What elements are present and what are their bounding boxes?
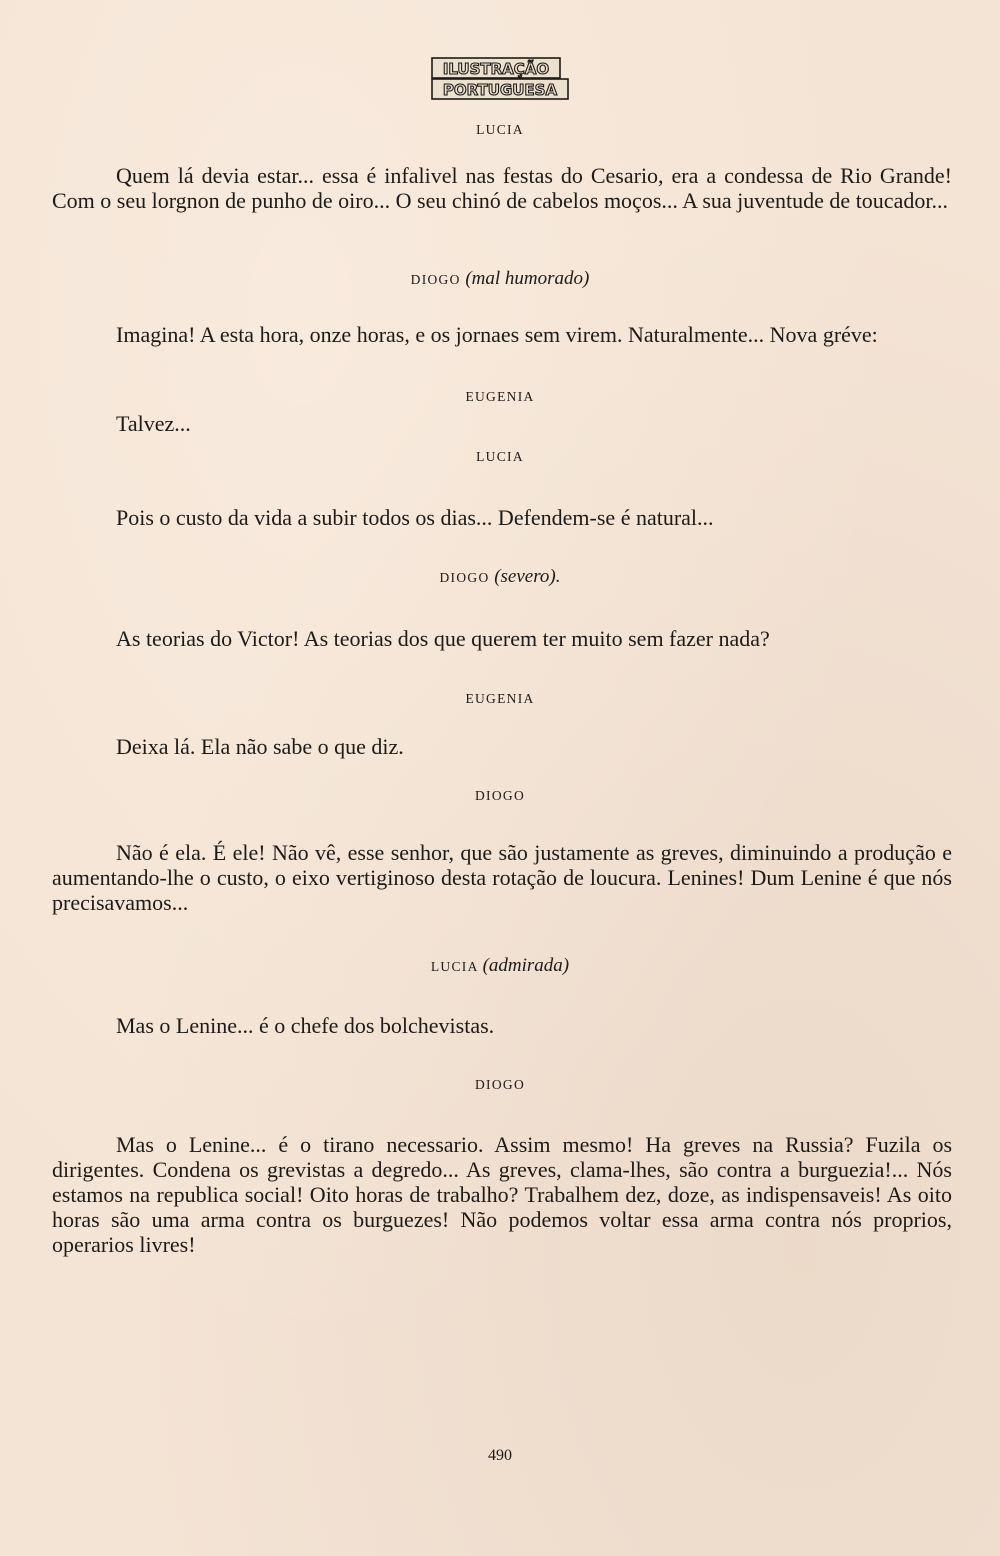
logo-line1: ILUSTRAÇÃO	[442, 60, 550, 78]
speaker-label	[0, 566, 1000, 588]
speaker-name: DIOGO	[410, 272, 461, 287]
magazine-logo-graphic	[430, 55, 570, 103]
speaker-label	[0, 122, 1000, 138]
speech-text: Deixa lá. Ela não sabe o que diz.	[116, 734, 404, 759]
speech-paragraph	[52, 840, 952, 915]
speaker-name: DIOGO	[475, 1077, 525, 1092]
speaker-name: EUGENIA	[465, 389, 535, 404]
stage-direction: (admirada)	[482, 955, 570, 976]
speaker-label	[0, 268, 1000, 290]
logo-line2: PORTUGUESA	[442, 81, 558, 99]
speech-text: Pois o custo da vida a subir todos os dias... Defendem-se é natural...	[116, 505, 714, 530]
stage-direction: (severo).	[494, 566, 561, 587]
speaker-label	[0, 955, 1000, 977]
speaker-label	[0, 1077, 1000, 1093]
speech-text: Mas o Lenine... é o tirano necessario. Assim mesmo! Ha greves na Russia? Fuzila os dirigentes. Condena os grevistas a degredo... As greves, clama-lhes, são contra a burguezia!... Nós estamos na republica social! Oito horas de trabalho? Trabalhem dez, doze, as indispensaveis! As oito horas são uma arma contra os burguezes! Não podemos voltar essa arma contra nós proprios, operarios livres!	[52, 1132, 952, 1257]
speaker-name: DIOGO	[439, 570, 490, 585]
stage-direction: (mal humorado)	[465, 268, 590, 289]
speaker-label	[0, 691, 1000, 707]
speech-paragraph	[52, 626, 952, 651]
speech-text: Imagina! A esta hora, onze horas, e os jornaes sem virem. Naturalmente... Nova gréve:	[116, 322, 878, 347]
speaker-name: DIOGO	[475, 788, 525, 803]
speaker-name: EUGENIA	[465, 691, 535, 706]
magazine-logo	[430, 55, 570, 103]
speaker-label	[0, 389, 1000, 405]
speech-paragraph	[52, 1013, 952, 1038]
speech-paragraph	[52, 734, 952, 759]
speech-paragraph	[52, 163, 952, 213]
speaker-name: LUCIA	[476, 122, 524, 137]
speech-paragraph	[52, 322, 952, 347]
speaker-label	[0, 788, 1000, 804]
speech-paragraph	[52, 505, 952, 530]
speech-text: Quem lá devia estar... essa é infalivel nas festas do Cesario, era a condessa de Rio Grande! Com o seu lorgnon de punho de oiro... O seu chinó de cabelos moços... A sua juventude de toucador...	[52, 163, 952, 213]
speech-paragraph	[52, 1132, 952, 1257]
speech-text: As teorias do Victor! As teorias dos que querem ter muito sem fazer nada?	[116, 626, 770, 651]
speech-paragraph	[52, 411, 952, 436]
speech-text: Não é ela. É ele! Não vê, esse senhor, que são justamente as greves, diminuindo a produção e aumentando-lhe o custo, o eixo vertiginoso desta rotação de loucura. Lenines! Dum Lenine é que nós precisavamos...	[52, 840, 952, 915]
speech-text: Mas o Lenine... é o chefe dos bolchevistas.	[116, 1013, 495, 1038]
page-number: 490	[488, 1447, 512, 1464]
speaker-label	[0, 449, 1000, 465]
speaker-name: LUCIA	[430, 959, 478, 974]
speech-text: Talvez...	[116, 411, 191, 436]
speaker-name: LUCIA	[476, 449, 524, 464]
